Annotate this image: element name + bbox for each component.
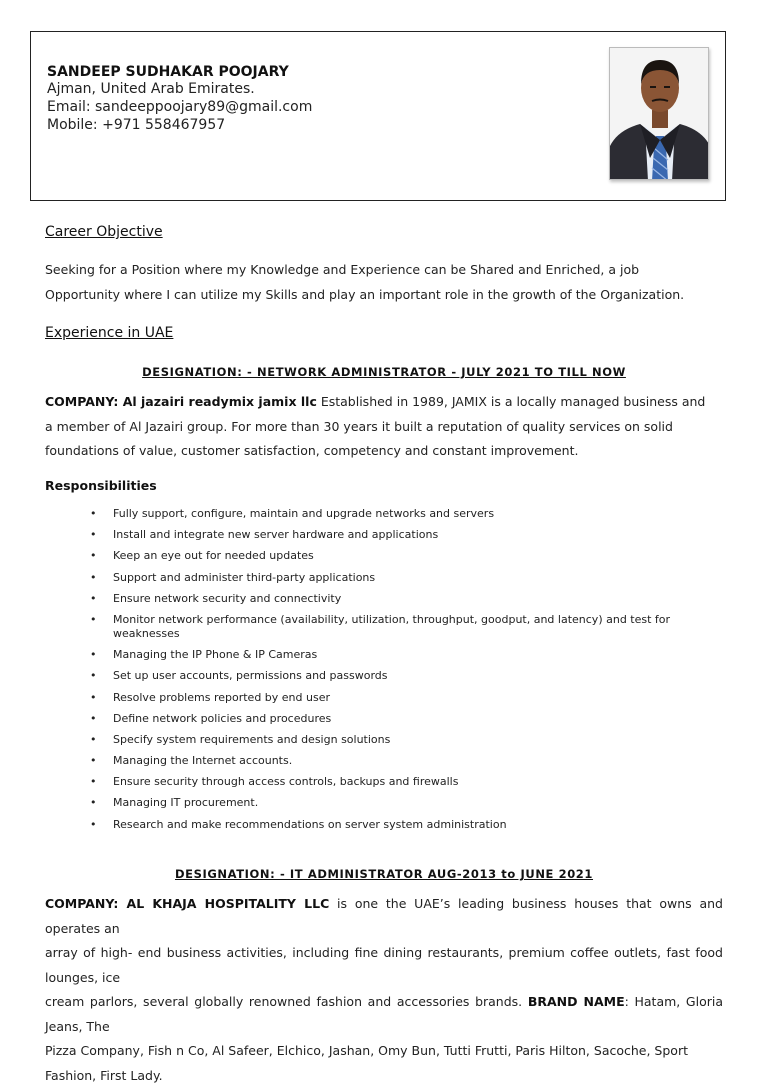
responsibility-item xyxy=(90,592,720,606)
responsibility-text: Managing IT procurement. xyxy=(113,796,258,809)
career-objective-title: Career Objective xyxy=(45,224,163,240)
responsibility-item xyxy=(90,571,720,585)
responsibility-text: Resolve problems reported by end user xyxy=(113,691,330,704)
responsibility-item xyxy=(90,733,720,747)
responsibility-item xyxy=(90,669,720,683)
bullet-icon: • xyxy=(90,818,97,832)
profile-photo-image xyxy=(610,48,709,180)
brand-name-label: BRAND NAME xyxy=(528,994,625,1009)
responsibilities-title: Responsibilities xyxy=(45,478,157,493)
job2-company-line-1 xyxy=(45,892,723,941)
job2-company-line-3 xyxy=(45,990,723,1039)
candidate-mobile: Mobile: +971 558467957 xyxy=(47,117,225,133)
responsibility-item xyxy=(90,549,720,563)
bullet-icon: • xyxy=(90,712,97,726)
responsibility-text: Ensure security through access controls, backups and firewalls xyxy=(113,775,458,788)
job2-company-line-2: array of high- end business activities, including fine dining restaurants, premium coffee outlets, fast food lounges, ice xyxy=(45,941,723,990)
career-objective-line-2: Opportunity where I can utilize my Skills and play an important role in the growth of the Organization. xyxy=(45,283,723,308)
bullet-icon: • xyxy=(90,648,97,662)
bullet-icon: • xyxy=(90,571,97,585)
profile-photo xyxy=(609,47,709,180)
responsibility-text: Managing the Internet accounts. xyxy=(113,754,292,767)
responsibility-item xyxy=(90,648,720,662)
job1-company-line-3: foundations of value, customer satisfaction, competency and constant improvement. xyxy=(45,439,723,464)
job1-company-paragraph xyxy=(45,390,723,464)
job1-company-line-1 xyxy=(45,390,723,415)
job2-company-line-4: Pizza Company, Fish n Co, Al Safeer, Elchico, Jashan, Omy Bun, Tutti Frutti, Paris Hilton, Sacoche, Sport xyxy=(45,1039,723,1064)
candidate-name: SANDEEP SUDHAKAR POOJARY xyxy=(47,64,289,80)
header-box xyxy=(30,31,726,201)
bullet-icon: • xyxy=(90,549,97,563)
job2-company-label: COMPANY: AL KHAJA HOSPITALITY LLC xyxy=(45,896,329,911)
job2-company-line-5: Fashion, First Lady. xyxy=(45,1064,723,1088)
bullet-icon: • xyxy=(90,754,97,768)
job1-company-desc-1: Established in 1989, JAMIX is a locally managed business and xyxy=(317,394,706,409)
responsibility-text: Ensure network security and connectivity xyxy=(113,592,341,605)
career-objective-text xyxy=(45,258,723,307)
job2-company-desc-3a: cream parlors, several globally renowned fashion and accessories brands. xyxy=(45,994,528,1009)
responsibility-item xyxy=(90,712,720,726)
job2-designation: DESIGNATION: - IT ADMINISTRATOR AUG-2013 to JUNE 2021 xyxy=(45,867,723,881)
responsibility-text: Keep an eye out for needed updates xyxy=(113,549,314,562)
responsibility-text: Set up user accounts, permissions and passwords xyxy=(113,669,388,682)
responsibilities-list xyxy=(90,507,720,839)
job2-company-desc-1: is one the UAE’s leading business houses that owns and operates an xyxy=(45,896,723,936)
job2-company-desc-3b: : Hatam, Gloria Jeans, The xyxy=(45,994,723,1034)
bullet-icon: • xyxy=(90,592,97,606)
responsibility-item xyxy=(90,691,720,705)
responsibility-item xyxy=(90,775,720,789)
job1-company-line-2: a member of Al Jazairi group. For more than 30 years it built a reputation of quality services on solid xyxy=(45,415,723,440)
candidate-location: Ajman, United Arab Emirates. xyxy=(47,81,255,97)
bullet-icon: • xyxy=(90,507,97,521)
job2-company-paragraph xyxy=(45,892,723,1088)
responsibility-text: Support and administer third-party applications xyxy=(113,571,375,584)
job1-designation: DESIGNATION: - NETWORK ADMINISTRATOR - JULY 2021 TO TILL NOW xyxy=(45,365,723,379)
responsibility-text: Specify system requirements and design solutions xyxy=(113,733,390,746)
responsibility-item xyxy=(90,507,720,521)
bullet-icon: • xyxy=(90,613,97,627)
responsibility-item xyxy=(90,754,720,768)
bullet-icon: • xyxy=(90,796,97,810)
bullet-icon: • xyxy=(90,669,97,683)
experience-title: Experience in UAE xyxy=(45,325,173,341)
bullet-icon: • xyxy=(90,733,97,747)
responsibility-item xyxy=(90,796,720,810)
responsibility-item xyxy=(90,818,720,832)
bullet-icon: • xyxy=(90,691,97,705)
responsibility-item xyxy=(90,613,720,641)
career-objective-line-1: Seeking for a Position where my Knowledge and Experience can be Shared and Enriched, a job xyxy=(45,258,723,283)
responsibility-text: Managing the IP Phone & IP Cameras xyxy=(113,648,317,661)
candidate-email: Email: sandeeppoojary89@gmail.com xyxy=(47,99,312,115)
bullet-icon: • xyxy=(90,775,97,789)
job1-company-label: COMPANY: Al jazairi readymix jamix llc xyxy=(45,394,317,409)
responsibility-text: Fully support, configure, maintain and upgrade networks and servers xyxy=(113,507,494,520)
responsibility-text: Install and integrate new server hardware and applications xyxy=(113,528,438,541)
responsibility-text: Monitor network performance (availability, utilization, throughput, goodput, and latency) and test for weaknesses xyxy=(113,613,670,640)
responsibility-item xyxy=(90,528,720,542)
bullet-icon: • xyxy=(90,528,97,542)
responsibility-text: Research and make recommendations on server system administration xyxy=(113,818,507,831)
responsibility-text: Define network policies and procedures xyxy=(113,712,331,725)
